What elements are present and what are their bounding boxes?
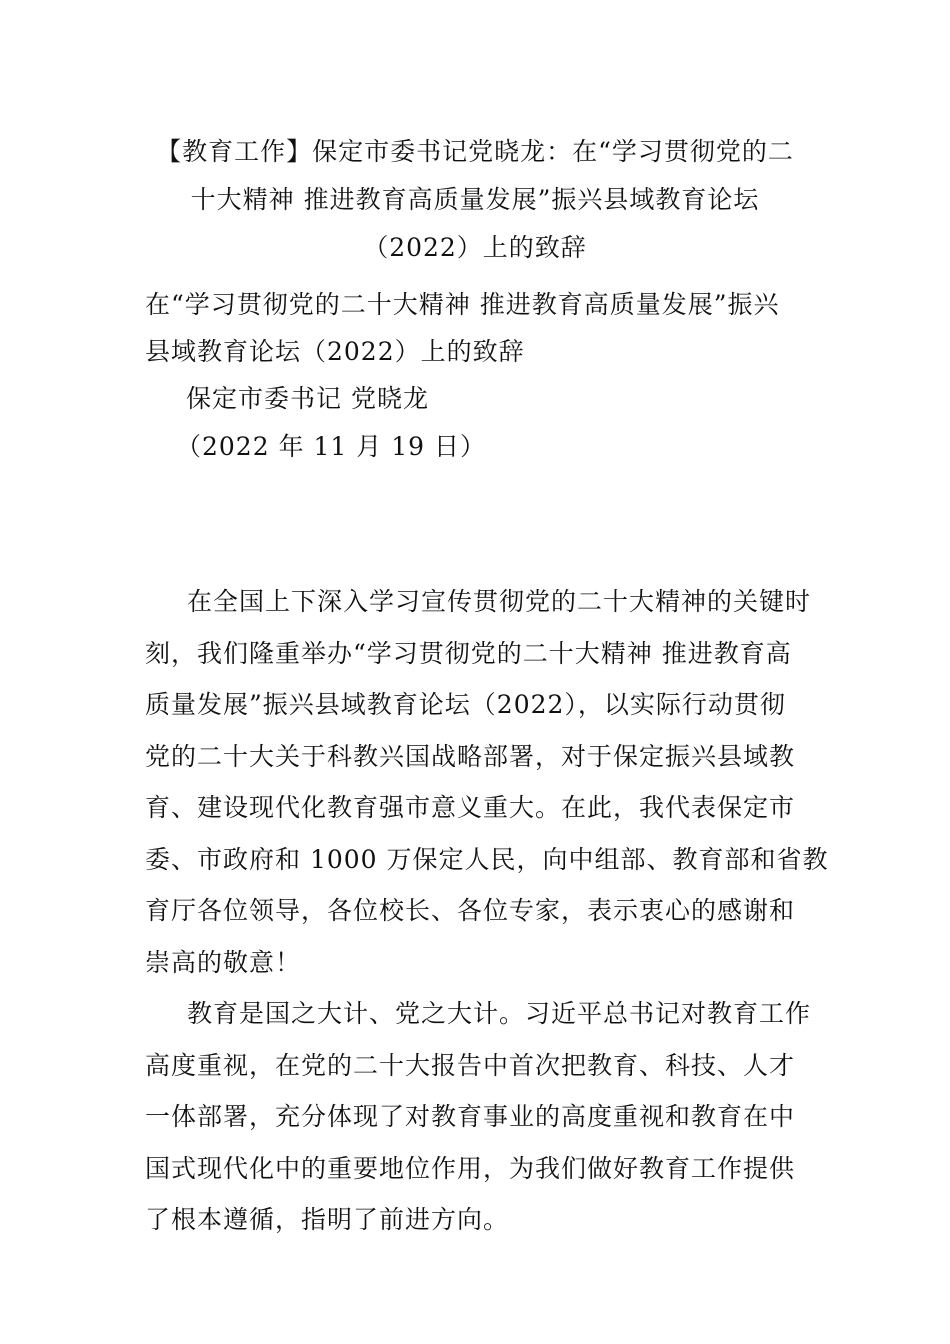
paragraph-line: 国式现代化中的重要地位作用，为我们做好教育工作提供 [145,1153,796,1183]
paragraph-line: 党的二十大关于科教兴国战略部署，对于保定振兴县域教 [145,741,796,771]
paragraph-line: 刻，我们隆重举办“学习贯彻党的二十大精神 推进教育高 [145,638,792,668]
document-subtitle [145,281,815,375]
paragraph-line: 高度重视，在党的二十大报告中首次把教育、科技、人才 [145,1050,796,1080]
paragraph-line: 质量发展”振兴县域教育论坛（2022），以实际行动贯彻 [145,690,786,719]
paragraph-line: 崇高的敬意！ [145,947,302,977]
paragraph-line: 育、建设现代化教育强市意义重大。在此，我代表保定市 [145,793,796,822]
document-title [145,128,805,272]
paragraph-line: 在全国上下深入学习宣传贯彻党的二十大精神的关键时 [187,587,812,616]
title-line: （2022）上的致辞 [363,233,587,262]
paragraph-line: 一体部署，充分体现了对教育事业的高度重视和教育在中 [145,1102,796,1131]
title-line: 十大精神 推进教育高质量发展”振兴县域教育论坛 [190,185,760,214]
paragraph [145,576,829,988]
paragraph-line: 了根本遵循，指明了前进方向。 [145,1205,510,1234]
title-line: 【教育工作】保定市委书记党晓龙：在“学习贯彻党的二 [156,137,794,166]
date-line: （2022 年 11 月 19 日） [176,432,486,461]
author-line: 保定市委书记 党晓龙 [186,384,429,413]
subtitle-line: 在“学习贯彻党的二十大精神 推进教育高质量发展”振兴 [145,290,780,319]
document-body [145,576,829,1246]
paragraph-line: 育厅各位领导，各位校长、各位专家，表示衷心的感谢和 [145,896,796,925]
subtitle-line: 县域教育论坛（2022）上的致辞 [145,337,525,366]
paragraph-line: 委、市政府和 1000 万保定人民，向中组部、教育部和省教 [145,844,829,874]
paragraph [145,988,815,1246]
paragraph-line: 教育是国之大计、党之大计。习近平总书记对教育工作 [187,999,812,1028]
